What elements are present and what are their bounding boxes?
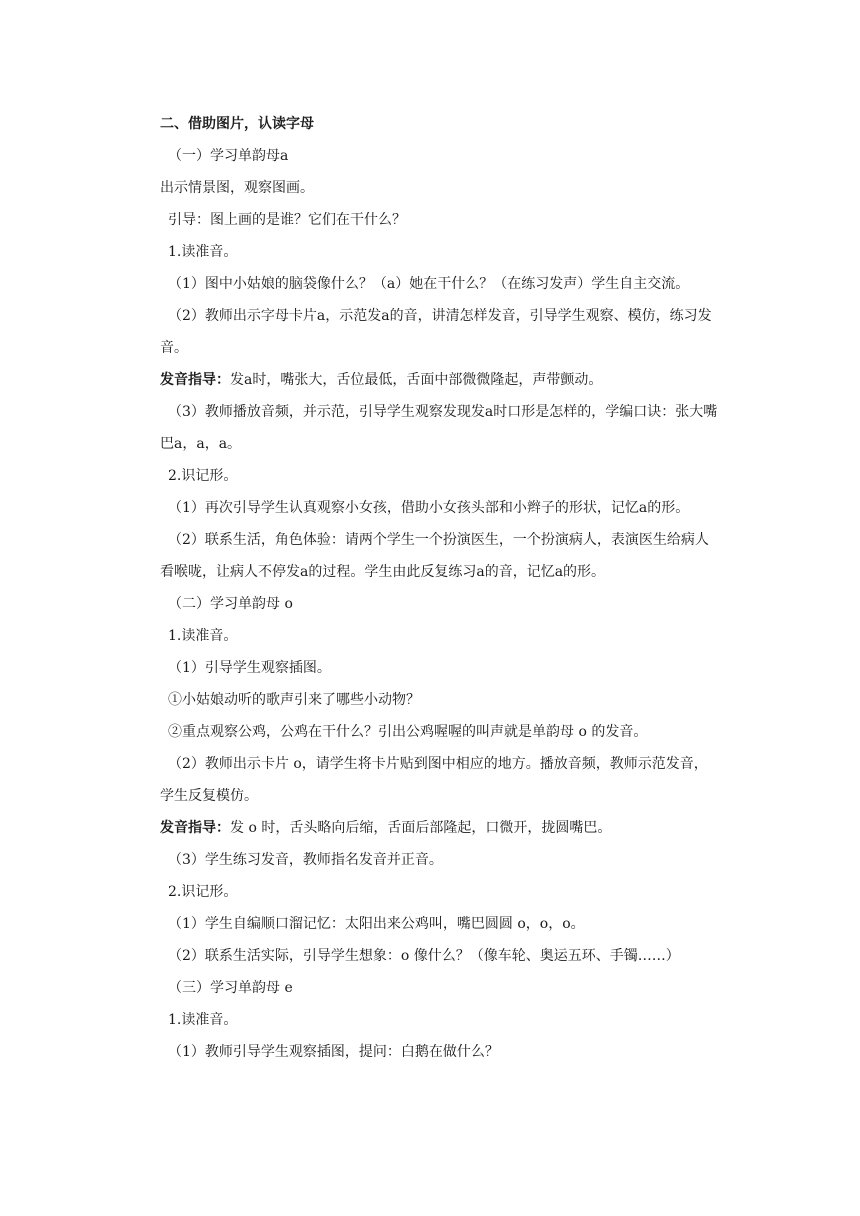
paragraph: （2）教师出示卡片 o，请学生将卡片贴到图中相应的地方。播放音频，教师示范发音，学生反复模仿。 (160, 756, 708, 804)
step-recognize-shape: 2.识记形。 (168, 884, 238, 900)
paragraph: （2）联系生活实际，引导学生想象：o 像什么？（像车轮、奥运五环、手镯……） (168, 948, 680, 964)
paragraph: 引导：图上画的是谁？它们在干什么？ (168, 212, 406, 228)
pronunciation-guide (160, 812, 720, 844)
document-body (160, 108, 720, 1068)
step-read-sound: 1.读准音。 (168, 244, 238, 260)
step-read-sound: 1.读准音。 (168, 1012, 238, 1028)
paragraph: （1）图中小姑娘的脑袋像什么？（a）她在干什么？（在练习发声）学生自主交流。 (168, 276, 690, 292)
paragraph: ①小姑娘动听的歌声引来了哪些小动物？ (168, 692, 420, 708)
subsection-title-a: （一）学习单韵母a (168, 148, 289, 164)
subsection-title-o: （二）学习单韵母 o (168, 596, 293, 612)
pronunciation-guide-text: 发 o 时，舌头略向后缩，舌面后部隆起，口微开，拢圆嘴巴。 (230, 820, 612, 836)
paragraph: ②重点观察公鸡，公鸡在干什么？引出公鸡喔喔的叫声就是单韵母 o 的发音。 (168, 724, 648, 740)
paragraph: （2）教师出示字母卡片a，示范发a的音，讲清怎样发音，引导学生观察、模仿，练习发音。 (160, 308, 712, 356)
paragraph: （1）再次引导学生认真观察小女孩，借助小女孩头部和小辫子的形状，记忆a的形。 (168, 500, 690, 516)
paragraph: （3）教师播放音频，并示范，引导学生观察发现发a时口形是怎样的，学编口诀：张大嘴巴a，a，a。 (160, 404, 718, 452)
paragraph: （1）学生自编顺口溜记忆：太阳出来公鸡叫，嘴巴圆圆 o，o，o。 (168, 916, 585, 932)
paragraph: （1）引导学生观察插图。 (168, 660, 331, 676)
pronunciation-guide-text: 发a时，嘴张大，舌位最低，舌面中部微微隆起，声带颤动。 (230, 372, 603, 388)
paragraph: （2）联系生活，角色体验：请两个学生一个扮演医生，一个扮演病人，表演医生给病人看喉咙，让病人不停发a的过程。学生由此反复练习a的音，记忆a的形。 (160, 532, 709, 580)
step-read-sound: 1.读准音。 (168, 628, 238, 644)
pronunciation-guide-label: 发音指导： (160, 372, 230, 388)
pronunciation-guide (160, 364, 720, 396)
step-recognize-shape: 2.识记形。 (168, 468, 238, 484)
pronunciation-guide-label: 发音指导： (160, 820, 230, 836)
section-heading: 二、借助图片，认读字母 (160, 116, 314, 132)
paragraph: （1）教师引导学生观察插图，提问：白鹅在做什么？ (168, 1044, 499, 1060)
paragraph: 出示情景图，观察图画。 (160, 180, 314, 196)
subsection-title-e: （三）学习单韵母 e (168, 980, 293, 996)
paragraph: （3）学生练习发音，教师指名发音并正音。 (168, 852, 443, 868)
